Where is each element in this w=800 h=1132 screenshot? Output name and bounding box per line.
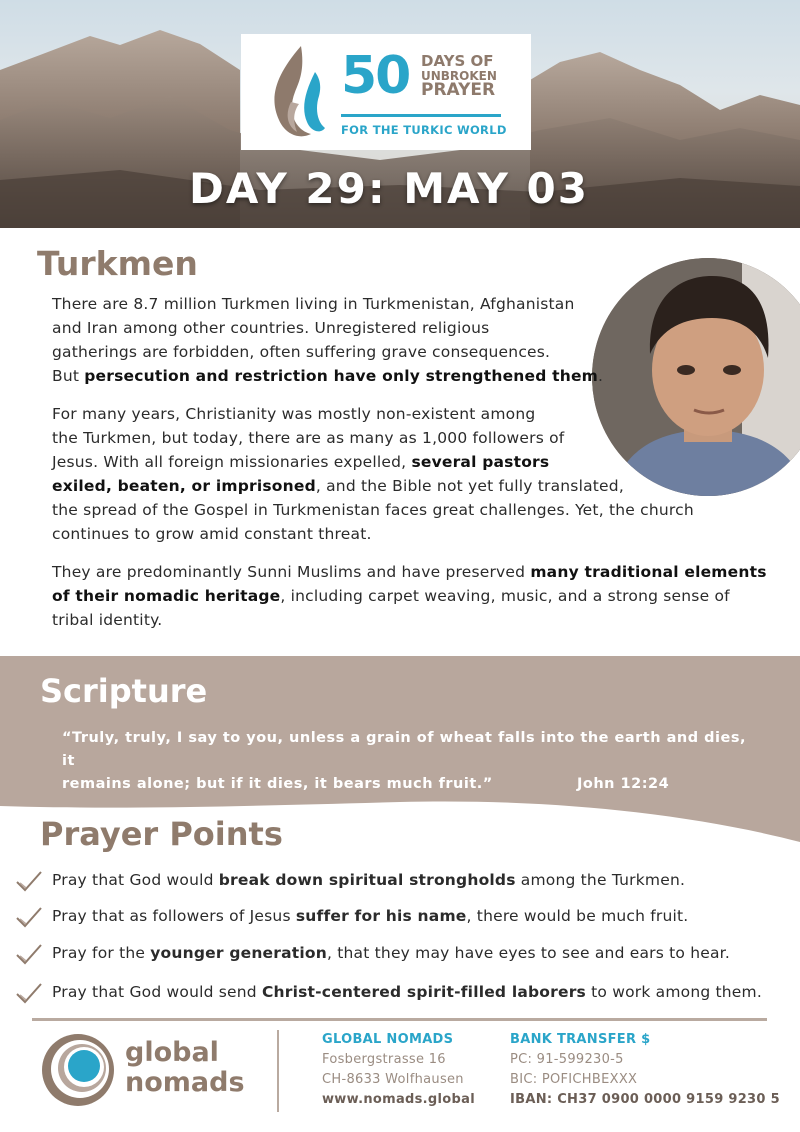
p3-emphasis-b: of their nomadic heritage: [52, 587, 281, 605]
pp-2-bold: suffer for his name: [295, 907, 467, 925]
flame-icon: [265, 42, 329, 142]
logo-subtitle: FOR THE TURKIC WORLD: [341, 123, 507, 137]
p2-line-a: For many years, Christianity was mostly non-existent among: [52, 405, 536, 423]
prayer-point-text: [52, 907, 688, 925]
turkmen-paragraph-3: [52, 560, 792, 632]
pp-3-post: , that they may have eyes to see and ears to hear.: [326, 944, 730, 962]
brand-line-2: nomads: [125, 1067, 245, 1098]
p2-line-e: the spread of the Gospel in Turkmenistan faces great challenges. Yet, the church: [52, 501, 694, 519]
quote-line-1: “Truly, truly, I say to you, unless a grain of wheat falls into the earth and dies, it: [62, 730, 746, 769]
checkmark-icon: [14, 941, 44, 967]
org-contact: [322, 1030, 475, 1110]
footer-brand: [125, 1038, 245, 1098]
pp-1-bold: break down spiritual strongholds: [218, 871, 516, 889]
p1-emphasis: persecution and restriction have only strengthened them: [84, 367, 599, 385]
p1-line-a: There are 8.7 million Turkmen living in Turkmenistan, Afghanistan: [52, 295, 575, 313]
footer-vertical-divider: [277, 1030, 279, 1112]
pp-4-post: to work among them.: [585, 983, 762, 1001]
prayer-point: [0, 904, 800, 934]
org-heading: GLOBAL NOMADS: [322, 1032, 454, 1047]
logo-line-1: DAYS OF: [421, 52, 494, 70]
bank-heading: BANK TRANSFER $: [510, 1032, 651, 1047]
p2-line-f: continues to grow amid constant threat.: [52, 525, 372, 543]
bank-iban: IBAN: CH37 0900 0000 9159 9230 5: [510, 1092, 780, 1107]
bank-bic: BIC: POFICHBEXXX: [510, 1072, 638, 1087]
prayer-point: [0, 868, 800, 898]
p2-line-b: the Turkmen, but today, there are as many as 1,000 followers of: [52, 429, 565, 447]
pp-1-post: among the Turkmen.: [515, 871, 686, 889]
p1-line-b: and Iran among other countries. Unregistered religious: [52, 319, 490, 337]
turkmen-heading: Turkmen: [37, 244, 198, 283]
global-nomads-logo-icon: [38, 1030, 118, 1110]
bank-pc: PC: 91-599230-5: [510, 1052, 624, 1067]
checkmark-icon: [14, 904, 44, 930]
day-title: DAY 29: MAY 03: [188, 164, 589, 213]
campaign-logo: [241, 34, 531, 150]
prayer-points-heading: Prayer Points: [40, 815, 283, 853]
p3-line-c: tribal identity.: [52, 611, 163, 629]
bank-details: [510, 1030, 780, 1110]
p1-line-d: But: [52, 367, 85, 385]
prayer-point-text: [52, 871, 685, 889]
scripture-reference: John 12:24: [577, 776, 670, 792]
header-banner: [0, 0, 800, 228]
brand-line-1: global: [125, 1037, 219, 1068]
logo-number: 50: [341, 46, 410, 106]
p1-line-d-end: .: [598, 367, 604, 385]
pp-3-pre: Pray for the: [52, 944, 151, 962]
p1-line-c: gatherings are forbidden, often suffering grave consequences.: [52, 343, 551, 361]
turkmen-paragraph-2: [52, 402, 782, 546]
p2-line-d: , and the Bible not yet fully translated,: [315, 477, 624, 495]
checkmark-icon: [14, 868, 44, 894]
pp-2-post: , there would be much fruit.: [466, 907, 689, 925]
scripture-heading: Scripture: [40, 672, 208, 710]
pp-1-pre: Pray that God would: [52, 871, 219, 889]
prayer-point: [0, 980, 800, 1010]
org-website-link[interactable]: www.nomads.global: [322, 1092, 475, 1107]
prayer-point-text: [52, 944, 730, 962]
logo-line-3: PRAYER: [421, 80, 496, 101]
checkmark-icon: [14, 980, 44, 1006]
turkmen-paragraph-1: [52, 292, 612, 388]
pp-2-pre: Pray that as followers of Jesus: [52, 907, 296, 925]
p2-line-c: Jesus. With all foreign missionaries expelled,: [52, 453, 412, 471]
p2-emphasis-a: several pastors: [411, 453, 550, 471]
p2-emphasis-b: exiled, beaten, or imprisoned: [52, 477, 316, 495]
prayer-point-text: [52, 983, 762, 1001]
pp-4-pre: Pray that God would send: [52, 983, 262, 1001]
org-city: CH-8633 Wolfhausen: [322, 1072, 464, 1087]
quote-line-2: remains alone; but if it dies, it bears much fruit.”: [62, 776, 493, 792]
logo-line-2: UNBROKEN: [421, 68, 497, 83]
logo-rule: [341, 114, 501, 117]
p3-emphasis-a: many traditional elements: [530, 563, 767, 581]
p3-line-b: , including carpet weaving, music, and a strong sense of: [280, 587, 730, 605]
prayer-point: [0, 941, 800, 971]
p3-line-a: They are predominantly Sunni Muslims and have preserved: [52, 563, 531, 581]
logo-wordmark: [421, 54, 497, 100]
pp-4-bold: Christ-centered spirit-filled laborers: [261, 983, 586, 1001]
pp-3-bold: younger generation: [150, 944, 327, 962]
org-street: Fosbergstrasse 16: [322, 1052, 446, 1067]
footer-divider: [32, 1018, 767, 1021]
